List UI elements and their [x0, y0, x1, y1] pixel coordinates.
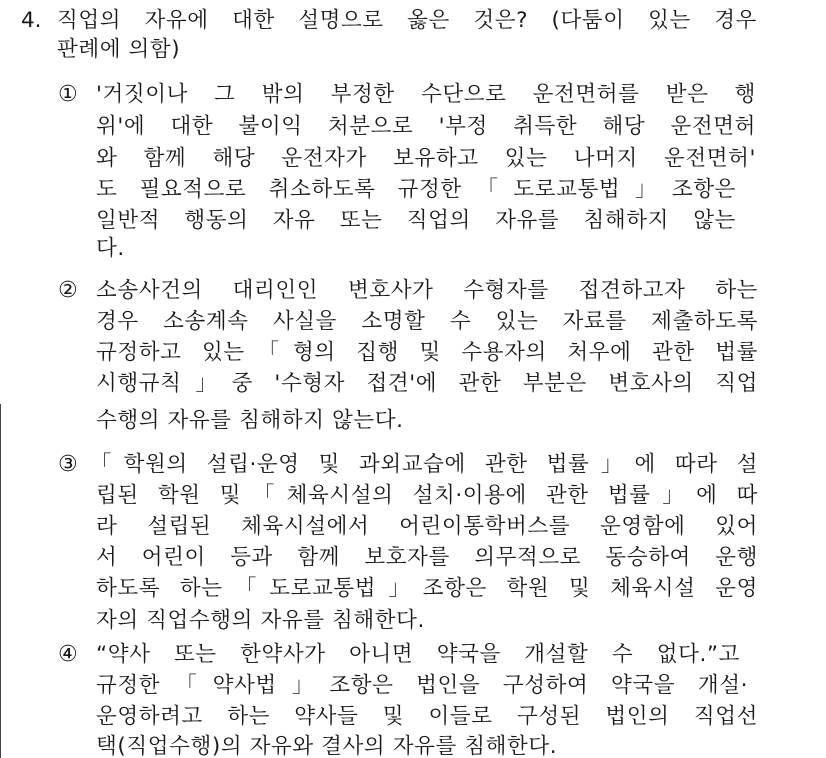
option-2-line-1: 소송사건의 대리인인 변호사가 수형자를 접견하고자 하는 — [96, 278, 758, 303]
option-1-line-5: 일반적 행동의 자유 또는 직업의 자유를 침해하지 않는 — [96, 208, 736, 233]
option-1-line-3: 와 함께 해당 운전자가 보유하고 있는 나머지 운전면허' — [96, 146, 756, 171]
left-margin-rule — [0, 404, 1, 758]
option-3-marker[interactable]: ③ — [58, 452, 78, 477]
option-2-line-5: 수행의 자유를 침해하지 않는다. — [96, 408, 404, 433]
option-3-line-1: 「학원의 설립·운영 및 과외교습에 관한 법률」에 따라 설 — [90, 452, 758, 477]
option-4-line-2: 규정한「약사법」조항은 법인을 구성하여 약국을 개설· — [96, 673, 748, 698]
option-1-line-1: '거짓이나 그 밖의 부정한 수단으로 운전면허를 받은 행 — [96, 82, 756, 107]
option-4-line-1: “약사 또는 한약사가 아니면 약국을 개설할 수 없다.”고 — [96, 642, 740, 667]
option-4-line-3: 운영하려고 하는 약사들 및 이들로 구성된 법인의 직업선 — [96, 704, 758, 729]
option-3-line-3: 라 설립된 체육시설에서 어린이통학버스를 운영함에 있어 — [96, 514, 758, 539]
option-1-line-6: 다. — [96, 236, 125, 261]
option-3-line-2: 립된 학원 및「체육시설의 설치·이용에 관한 법률」에 따 — [96, 483, 758, 508]
option-2-line-2: 경우 소송계속 사실을 소명할 수 있는 자료를 제출하도록 — [96, 309, 758, 334]
option-3-line-5: 하도록 하는「도로교통법」조항은 학원 및 체육시설 운영 — [96, 576, 758, 601]
option-2-line-3: 규정하고 있는「형의 집행 및 수용자의 처우에 관한 법률 — [96, 340, 758, 365]
question-stem-line-2: 판례에 의함) — [57, 37, 181, 62]
option-4-marker[interactable]: ④ — [58, 642, 78, 667]
option-2-marker[interactable]: ② — [58, 278, 78, 303]
option-1-line-2: 위'에 대한 불이익 처분으로 '부정 취득한 해당 운전면허 — [96, 114, 756, 139]
option-2-line-4: 시행규칙」중 '수형자 접견'에 관한 부분은 변호사의 직업 — [96, 371, 758, 396]
option-4-line-4: 택(직업수행)의 자유와 결사의 자유를 침해한다. — [96, 734, 558, 758]
option-3-line-6: 자의 직업수행의 자유를 침해한다. — [96, 608, 425, 633]
option-1-marker[interactable]: ① — [58, 82, 78, 107]
option-1-line-4: 도 필요적으로 취소하도록 규정한「도로교통법」조항은 — [96, 177, 736, 202]
question-stem-line-1: 직업의 자유에 대한 설명으로 옳은 것은? (다툼이 있는 경우 — [57, 8, 757, 33]
option-3-line-4: 서 어린이 등과 함께 보호자를 의무적으로 동승하여 운행 — [96, 545, 758, 570]
question-number: 4. — [21, 8, 42, 33]
